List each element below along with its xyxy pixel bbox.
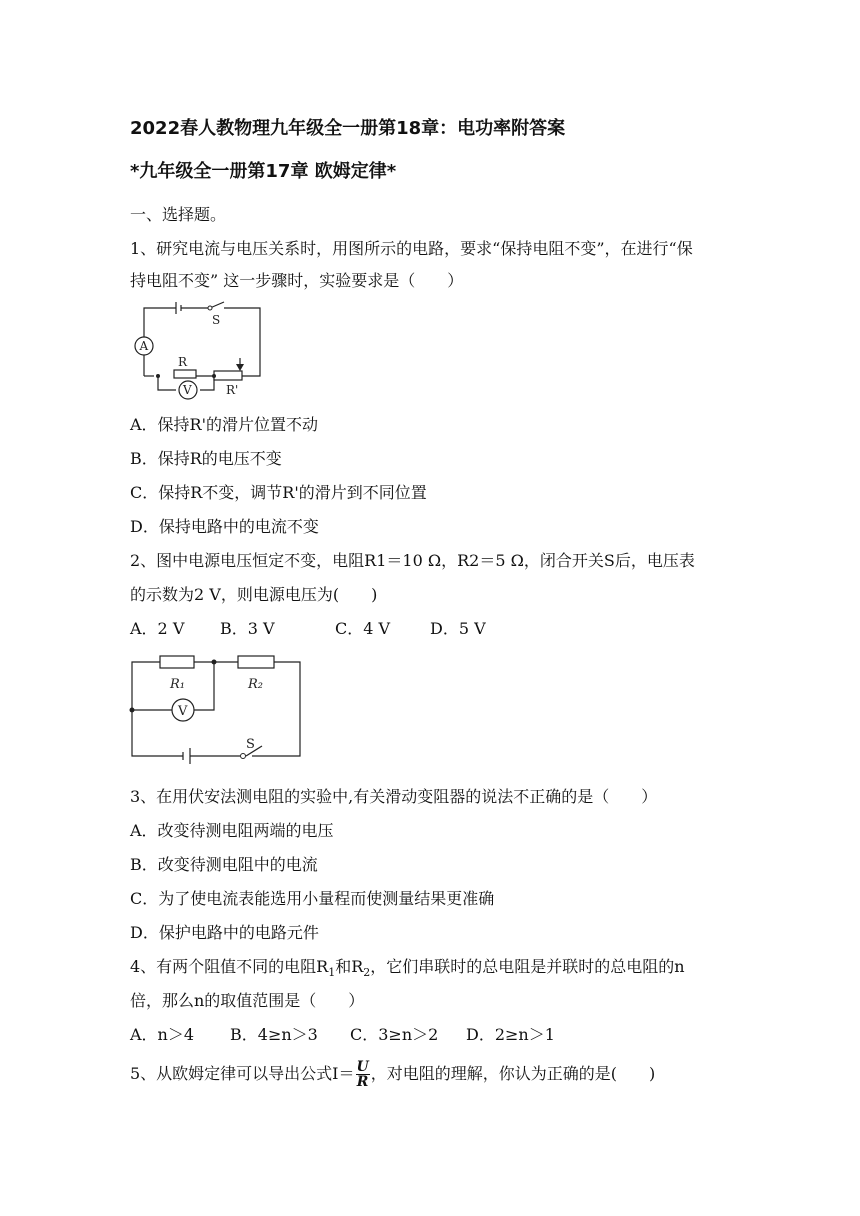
resistor-r1-icon <box>160 656 194 668</box>
q3-option-a: A．改变待测电阻两端的电压 <box>130 821 334 840</box>
q2-text-line1: 2、图中电源电压恒定不变，电阻R1＝10 Ω，R2＝5 Ω，闭合开关S后，电压表 <box>130 551 695 570</box>
q2-r1-label: R₁ <box>170 677 185 692</box>
document-title: 2022春人教物理九年级全一册第18章：电功率附答案 <box>130 118 566 139</box>
q5-text-line1: 5、从欧姆定律可以导出公式I＝ $\frac{U}{R}$ ，对电阻的理解，你认为正确的是( ) <box>130 1059 656 1090</box>
q2-option-a: A．2 V <box>130 619 185 638</box>
q1-text-line1: 1、研究电流与电压关系时，用图所示的电路，要求“保持电阻不变”，在进行“保 <box>130 239 693 258</box>
q3-option-d: D．保护电路中的电路元件 <box>130 923 319 942</box>
q2-option-b: B．3 V <box>220 619 275 638</box>
q2-voltmeter-label: V <box>178 704 188 719</box>
q4-text-line1: 4、有两个阻值不同的电阻$R_1$和$R_2$，它们串联时的总电阻是并联时的总电阻的n <box>130 957 685 980</box>
q1-switch-label: S <box>212 313 221 327</box>
resistor-r2-icon <box>238 656 274 668</box>
q3-text-line1: 3、在用伏安法测电阻的实验中,有关滑动变阻器的说法不正确的是（ ） <box>130 787 658 806</box>
q1-option-d: D．保持电路中的电流不变 <box>130 517 319 536</box>
section-heading: 一、选择题。 <box>130 205 227 224</box>
q3-option-b: B．改变待测电阻中的电流 <box>130 855 318 874</box>
q2-circuit-diagram <box>128 650 308 775</box>
q4-option-c: C．3≥n＞2 <box>350 1025 439 1044</box>
q4-option-b: B．4≥n＞3 <box>230 1025 318 1044</box>
q1-circuit-diagram <box>128 296 268 406</box>
q4-option-a: A．n＞4 <box>130 1025 195 1044</box>
rheostat-icon <box>214 371 242 380</box>
q4-text-line2: 倍，那么n的取值范围是（ ） <box>130 991 365 1010</box>
q1-resistor-label: R <box>178 355 188 369</box>
q1-option-b: B．保持R的电压不变 <box>130 449 282 468</box>
q1-option-c: C．保持R不变，调节R'的滑片到不同位置 <box>130 483 427 502</box>
q2-r2-label: R₂ <box>248 677 263 692</box>
q2-switch-label: S <box>246 737 255 752</box>
q1-voltmeter-label: V <box>183 383 192 397</box>
q2-option-c: C．4 V <box>335 619 391 638</box>
chapter-subtitle: *九年级全一册第17章 欧姆定律* <box>130 161 397 182</box>
q1-text-line2: 持电阻不变” 这一步骤时，实验要求是（ ） <box>130 271 464 290</box>
q3-option-c: C．为了使电流表能选用小量程而使测量结果更准确 <box>130 889 495 908</box>
q5-formula-fraction: $\frac{U}{R}$ <box>356 1059 369 1090</box>
q1-option-a: A．保持R'的滑片位置不动 <box>130 415 319 434</box>
q1-ammeter-label: A <box>139 339 149 353</box>
q1-rheostat-label: R' <box>226 383 239 397</box>
q2-option-d: D．5 V <box>430 619 486 638</box>
q4-option-d: D．2≥n＞1 <box>466 1025 555 1044</box>
q2-text-line2: 的示数为2 V，则电源电压为( ) <box>130 585 378 604</box>
resistor-r-icon <box>174 370 196 378</box>
